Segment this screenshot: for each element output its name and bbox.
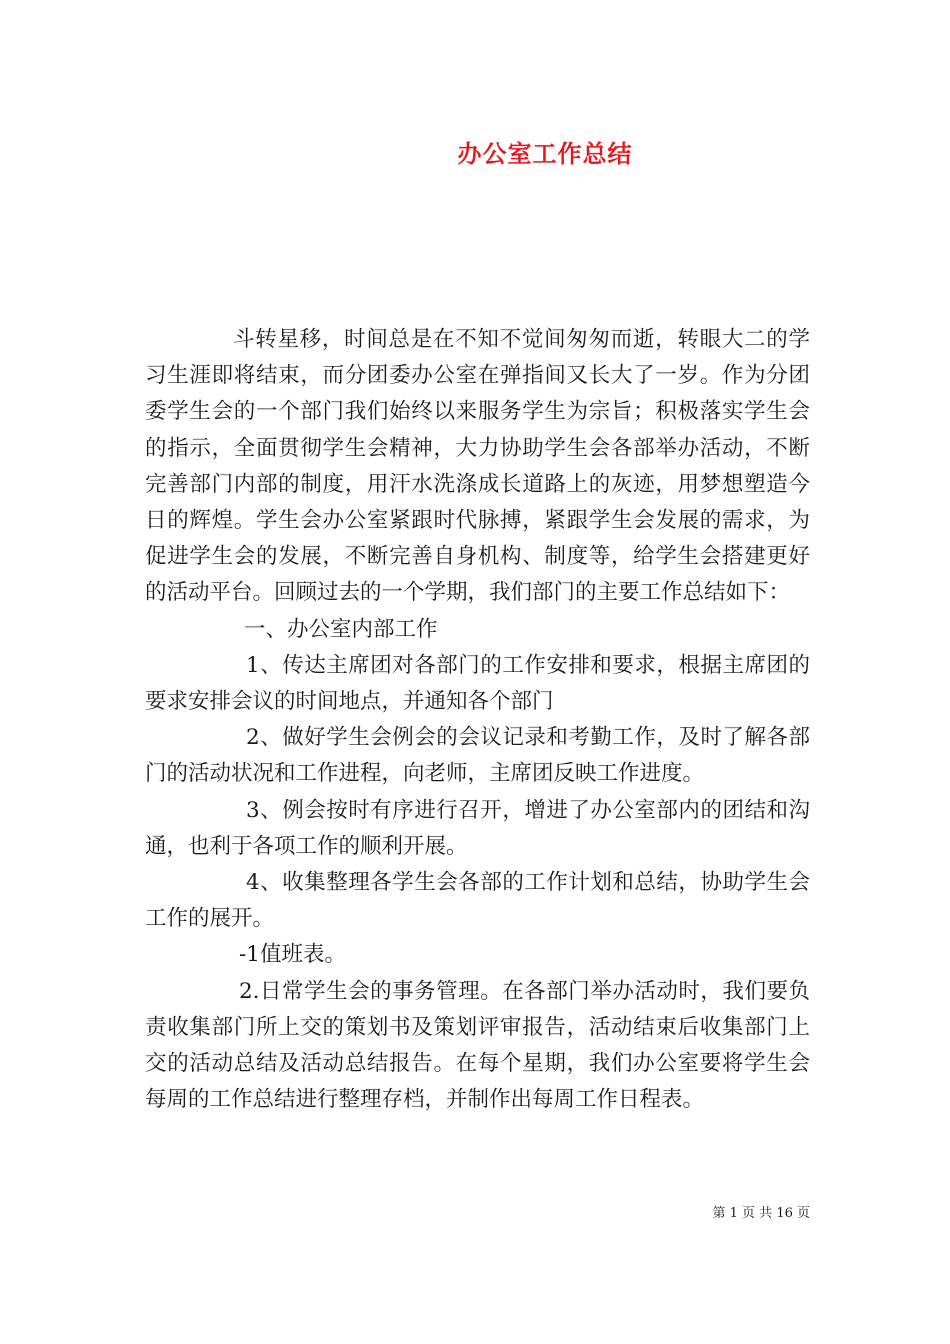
- list-item: 2.日常学生会的事务管理。在各部门举办活动时，我们要负责收集部门所上交的策划书及策划评审报告，活动结束后收集部门上交的活动总结及活动总结报告。在每个星期，我们办公室要将学生会每周的工作总结进行整理存档，并制作出每周工作日程表。: [145, 978, 810, 1113]
- list-item: -1值班表。: [239, 942, 346, 968]
- document-body: [145, 322, 810, 1118]
- list-item: 2、做好学生会例会的会议记录和考勤工作，及时了解各部门的活动状况和工作进程，向老师，主席团反映工作进度。: [145, 725, 810, 787]
- list-item: 1、传达主席团对各部门的工作安排和要求，根据主席团的要求安排会议的时间地点，并通知各个部门: [145, 652, 810, 715]
- paragraph-intro: 斗转星移，时间总是在不知不觉间匆匆而逝，转眼大二的学习生涯即将结束，而分团委办公室在弹指间又长大了一岁。作为分团委学生会的一个部门我们始终以来服务学生为宗旨；积极落实学生会的指示，全面贯彻学生会精神，大力协助学生会各部举办活动，不断完善部门内部的制度，用汗水洗涤成长道路上的灰迹，用梦想塑造今日的辉煌。学生会办公室紧跟时代脉搏，紧跟学生会发展的需求，为促进学生会的发展，不断完善自身机构、制度等，给学生会搭建更好的活动平台。回顾过去的一个学期，我们部门的主要工作总结如下：: [145, 327, 810, 606]
- document-title: 办公室工作总结: [457, 140, 633, 168]
- list-item: 3、例会按时有序进行召开，增进了办公室部内的团结和沟通，也利于各项工作的顺利开展。: [145, 797, 810, 859]
- section-heading: 一、办公室内部工作: [244, 616, 438, 642]
- page-number: 第 1 页 共 16 页: [712, 1206, 810, 1221]
- list-item: 4、收集整理各学生会各部的工作计划和总结，协助学生会工作的展开。: [145, 870, 810, 932]
